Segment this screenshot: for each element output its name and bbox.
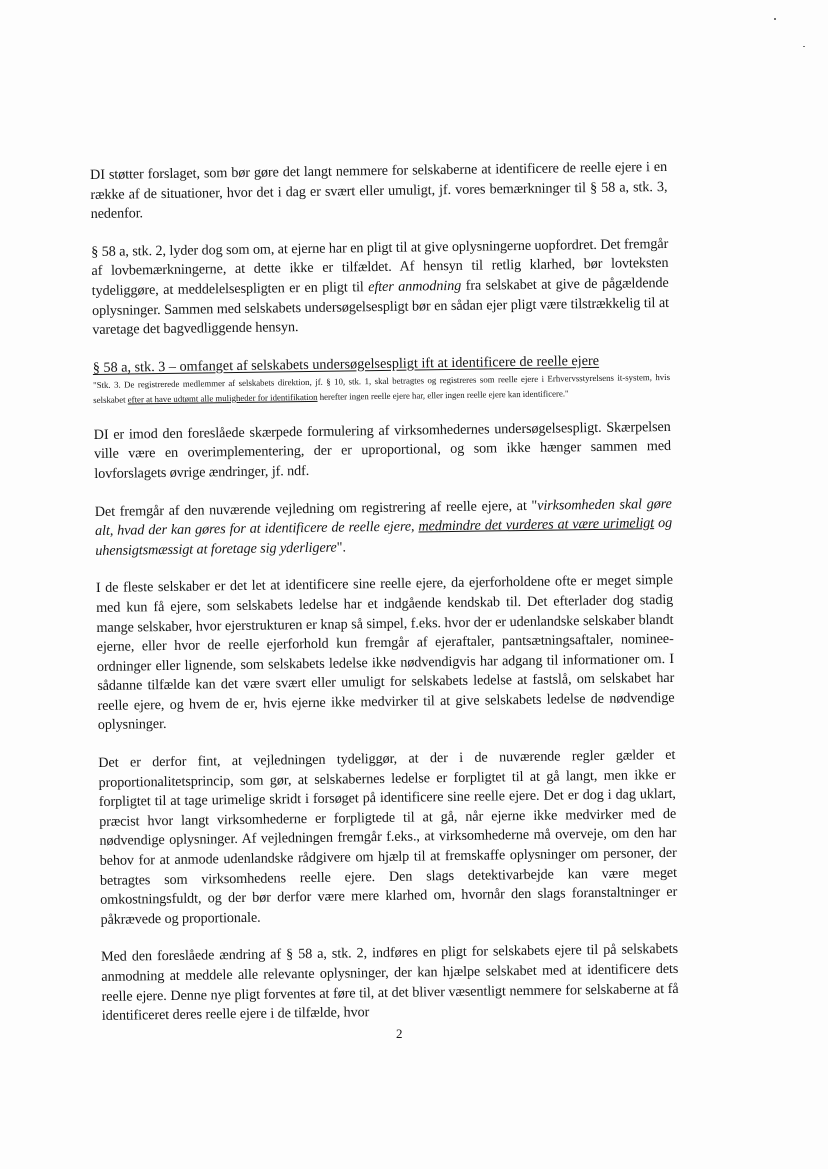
emphasis-text: virksomheden skal gøre alt, hvad der kan gøres for at identificere de reelle ejere,	[94, 495, 672, 540]
scan-speck	[774, 18, 776, 20]
underlined-emphasis: medmindre det vurderes at være urimeligt	[418, 515, 655, 535]
paragraph: DI er imod den foreslåede skærpede formulering af virksomhedernes undersøgelsespligt. Skærpelsen ville være en overimplementering, der er uproportional, og som ikke hænger sammen med lovforslagets øvrige ændringer, jf. ndf.	[93, 418, 672, 482]
paragraph: Med den foreslåede ændring af § 58 a, stk. 2, indføres en pligt for selskabets ejere til på selskabets anmodning at meddele alle relevante oplysninger, der kan hjælpe selskabet med at identificere dets reelle ejere. Denne nye pligt forventes at føre til, at det bliver væsentligt nemmere for selskaberne at få identificeret deres reelle ejere i de tilfælde, hvor	[100, 941, 679, 1025]
page-number: 2	[396, 1026, 403, 1041]
text-run: fra selskabet at give de pågældende oplysninger. Sammen med selskabets undersøgelsespligt bør en sådan ejer pligt være tilstrækkelig til at varetage det bagvedliggende hensyn.	[91, 274, 670, 339]
text-run: Det fremgår af den nuværende vejledning om registrering af reelle ejere, at "	[94, 497, 538, 520]
section-heading: § 58 a, stk. 3 – omfanget af selskabets undersøgelsespligt ift at identificere de reelle ejere	[92, 352, 600, 376]
document-body	[90, 158, 679, 1045]
paragraph	[95, 494, 673, 561]
paragraph: I de fleste selskaber er det let at identificere sine reelle ejere, da ejerforholdene ofte er meget simple med kun få ejere, som selskabets ledelse har et indgående kendskab til. Det efterlader dog stadig mange selskaber, hvor ejerstrukturen er knap så simpel, f.eks. hvor der er udenlandske selskaber blandt ejerne, eller hvor de reelle ejerforhold kun fremgår af ejeraftaler, pantsætningsaftaler, nominee-ordninger eller lignende, som selskabets ledelse ikke nødvendigvis har adgang til informationer om. I sådanne tilfælde kan det være svært eller umuligt for selskabets ledelse at fastslå, om selskabet har reelle ejere, og hvem de er, hvis ejerne ikke medvirker til at give selskabets ledelse de nødvendige oplysninger.	[95, 572, 675, 734]
underlined-text: efter at have udtømt alle muligheder for identifikation	[127, 391, 318, 405]
scan-speck	[803, 46, 805, 47]
paragraph: DI støtter forslaget, som bør gøre det langt nemmere for selskaberne at identificere de reelle ejere i en række af de situationer, hvor det i dag er svært eller umuligt, jf. vores bemærkninger til § 58 a, stk. 3, nedenfor.	[90, 158, 668, 223]
text-run: "Stk. 3. De registrerede medlemmer af selskabets direktion, jf. § 10, stk. 1, skal betragtes og registreres som reelle ejere i Erhvervsstyrelsens it-system, hvis selskabet	[92, 371, 671, 405]
text-run: § 58 a, stk. 2, lyder dog som om, at ejerne har en pligt til at give oplysningerne uopfordret. Det fremgår af lovbemærkningerne, at dette ikke er tilfældet. Af hensyn til retlig klarhed, bør lovteksten tydeliggøre, at meddelelsespligten er en pligt til	[91, 235, 669, 299]
emphasis-text: efter anmodning	[368, 277, 462, 296]
text-run: herefter ingen reelle ejere har, eller ingen reelle ejere kan identificere."	[317, 388, 569, 402]
emphasis-text: og uhensigtsmæssigt at foretage sig yderligere	[95, 515, 673, 559]
text-run: ".	[336, 539, 346, 556]
paragraph	[91, 235, 669, 341]
paragraph: Det er derfor fint, at vejledningen tydeliggør, at der i de nuværende regler gælder et proportionalitetsprincip, som gør, at selskabernes ledelse er forpligtet til at gå langt, men ikke er forpligtet til at tage urimelige skridt i forsøget på identificere sine reelle ejere. Det er dog i dag uklart, præcist hvor langt virksomhederne er forpligtede til at gå, når ejerne ikke medvirker med de nødvendige oplysninger. Af vejledningen fremgår f.eks., at virksomhederne må overveje, om den har behov for at anmode udenlandske rådgivere om hjælp til at fremskaffe oplysninger om personer, der betragtes som virksomhedens reelle ejere. Den slags detektivarbejde kan være meget omkostningsfuldt, og der bør derfor være mere klarhed om, hvornår den slags foranstaltninger er påkrævede og proportionale.	[98, 746, 678, 928]
